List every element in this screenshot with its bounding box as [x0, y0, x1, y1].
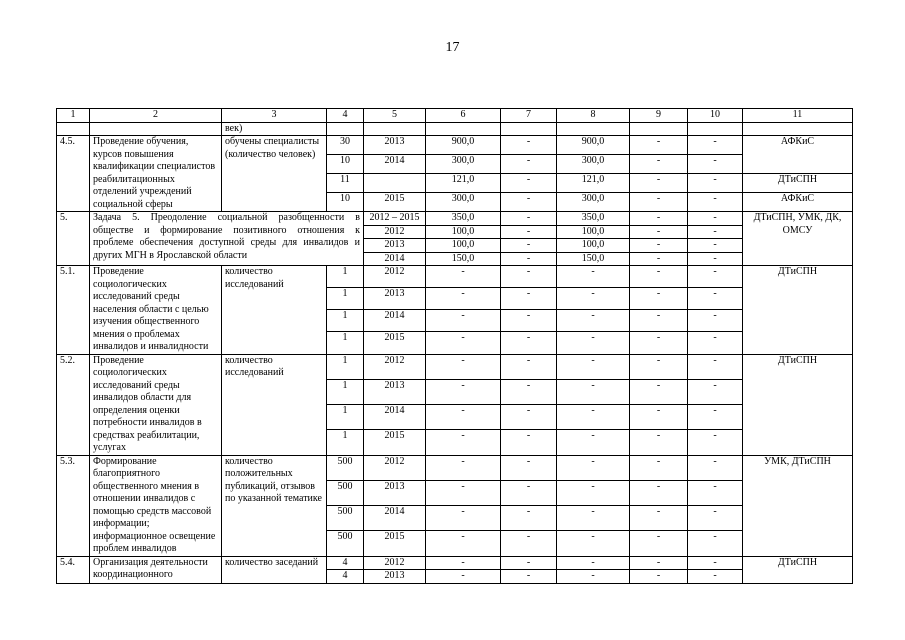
amount-cell: - — [688, 556, 743, 570]
column-header: 3 — [222, 109, 327, 123]
indicator-value: 1 — [327, 310, 364, 332]
amount-cell: - — [630, 212, 688, 226]
amount-cell: - — [501, 239, 557, 253]
indicator-text: количество положительных публикаций, отзывов по указанной тематике — [222, 455, 327, 556]
amount-cell: - — [501, 531, 557, 556]
amount-cell: - — [557, 570, 630, 584]
executor-cell: ДТиСПН — [743, 556, 853, 583]
amount-cell: 100,0 — [426, 239, 501, 253]
amount-cell: - — [630, 405, 688, 430]
amount-cell: - — [688, 531, 743, 556]
amount-cell: - — [501, 212, 557, 226]
amount-cell: - — [501, 252, 557, 266]
table-row — [57, 556, 853, 570]
amount-cell: - — [688, 332, 743, 354]
indicator-value: 1 — [327, 354, 364, 379]
amount-cell: - — [426, 288, 501, 310]
row-number: 5.1. — [57, 266, 90, 355]
amount-cell: - — [688, 239, 743, 253]
activity-text: Проведение обучения, курсов повышения квалификации специалистов реабилитационных отделений учреждений социальной сферы — [90, 136, 222, 212]
activity-text: Организация деятельности координационного — [90, 556, 222, 583]
amount-cell: - — [501, 455, 557, 480]
amount-cell: - — [501, 570, 557, 584]
amount-cell: - — [630, 225, 688, 239]
amount-cell: - — [688, 506, 743, 531]
program-table — [56, 108, 853, 584]
amount-cell: - — [501, 354, 557, 379]
amount-cell: - — [630, 570, 688, 584]
amount-cell: - — [557, 405, 630, 430]
amount-cell: 300,0 — [557, 193, 630, 212]
amount-cell: - — [426, 354, 501, 379]
year-cell — [364, 174, 426, 193]
amount-cell: - — [557, 506, 630, 531]
amount-cell: - — [501, 155, 557, 174]
amount-cell: - — [688, 193, 743, 212]
amount-cell: - — [688, 430, 743, 455]
amount-cell: 300,0 — [557, 155, 630, 174]
amount-cell: - — [501, 556, 557, 570]
table-row — [57, 266, 853, 288]
year-cell: 2012 — [364, 354, 426, 379]
amount-cell: - — [426, 506, 501, 531]
indicator-value: 4 — [327, 570, 364, 584]
amount-cell: - — [426, 570, 501, 584]
amount-cell: 121,0 — [426, 174, 501, 193]
amount-cell: 350,0 — [557, 212, 630, 226]
amount-cell: - — [688, 174, 743, 193]
amount-cell: 150,0 — [426, 252, 501, 266]
column-header: 5 — [364, 109, 426, 123]
indicator-value: 1 — [327, 379, 364, 404]
amount-cell: - — [501, 310, 557, 332]
amount-cell: 300,0 — [426, 193, 501, 212]
amount-cell: 300,0 — [426, 155, 501, 174]
amount-cell: - — [688, 155, 743, 174]
amount-cell: - — [557, 288, 630, 310]
amount-cell: - — [557, 430, 630, 455]
amount-cell: - — [501, 174, 557, 193]
indicator-value: 4 — [327, 556, 364, 570]
year-cell: 2014 — [364, 310, 426, 332]
amount-cell: - — [557, 354, 630, 379]
table-row — [57, 455, 853, 480]
row-number: 4.5. — [57, 136, 90, 212]
amount-cell: - — [501, 266, 557, 288]
amount-cell: - — [630, 506, 688, 531]
year-cell: 2013 — [364, 379, 426, 404]
year-cell: 2014 — [364, 405, 426, 430]
column-header: 8 — [557, 109, 630, 123]
indicator-value: 1 — [327, 266, 364, 288]
year-cell: 2013 — [364, 288, 426, 310]
amount-cell: - — [426, 430, 501, 455]
amount-cell: - — [501, 405, 557, 430]
amount-cell: - — [688, 354, 743, 379]
indicator-value: 500 — [327, 480, 364, 505]
executor-cell: ДТиСПН — [743, 354, 853, 455]
executor-cell: АФКиС — [743, 136, 853, 174]
column-header: 11 — [743, 109, 853, 123]
indicator-value: 30 — [327, 136, 364, 155]
amount-cell: - — [630, 239, 688, 253]
executor-cell: ДТиСПН — [743, 266, 853, 355]
amount-cell: - — [501, 332, 557, 354]
row-number: 5.2. — [57, 354, 90, 455]
amount-cell: 900,0 — [426, 136, 501, 155]
year-cell: 2014 — [364, 155, 426, 174]
indicator-text: количество исследований — [222, 266, 327, 355]
amount-cell: - — [501, 193, 557, 212]
amount-cell: - — [426, 556, 501, 570]
amount-cell: - — [630, 174, 688, 193]
amount-cell: - — [688, 455, 743, 480]
executor-cell: ДТиСПН — [743, 174, 853, 193]
table-row — [57, 212, 853, 226]
amount-cell: 121,0 — [557, 174, 630, 193]
amount-cell: - — [630, 252, 688, 266]
indicator-value: 1 — [327, 288, 364, 310]
amount-cell: 150,0 — [557, 252, 630, 266]
row-number: 5.4. — [57, 556, 90, 583]
column-header: 1 — [57, 109, 90, 123]
column-header: 4 — [327, 109, 364, 123]
activity-text: Формирование благоприятного общественного мнения в отношении инвалидов с помощью средств массовой информации; информационное освещение проблем инвалидов — [90, 455, 222, 556]
indicator-value: 1 — [327, 405, 364, 430]
amount-cell: - — [630, 480, 688, 505]
indicator-value: 11 — [327, 174, 364, 193]
amount-cell: - — [688, 288, 743, 310]
amount-cell: - — [688, 405, 743, 430]
amount-cell: - — [557, 379, 630, 404]
year-cell: 2013 — [364, 570, 426, 584]
activity-text: Проведение социологических исследований среды населения области с целью изучения общественного мнения о проблемах инвалидов и инвалидности — [90, 266, 222, 355]
indicator-value: 500 — [327, 531, 364, 556]
amount-cell: - — [557, 455, 630, 480]
indicator-text: обучены специалисты (количество человек) — [222, 136, 327, 212]
executor-cell: УМК, ДТиСПН — [743, 455, 853, 556]
amount-cell: - — [630, 354, 688, 379]
column-header: 6 — [426, 109, 501, 123]
amount-cell: - — [630, 193, 688, 212]
page-number: 17 — [445, 40, 460, 55]
indicator-text: количество заседаний — [222, 556, 327, 583]
year-cell: 2015 — [364, 430, 426, 455]
amount-cell: - — [426, 455, 501, 480]
amount-cell: - — [426, 405, 501, 430]
year-cell: 2014 — [364, 506, 426, 531]
year-cell: 2012 — [364, 266, 426, 288]
amount-cell: - — [630, 288, 688, 310]
amount-cell: - — [688, 252, 743, 266]
amount-cell: - — [688, 570, 743, 584]
amount-cell: 900,0 — [557, 136, 630, 155]
column-header: 9 — [630, 109, 688, 123]
indicator-text: количество исследований — [222, 354, 327, 455]
continuation-text: век) — [222, 122, 327, 136]
amount-cell: - — [688, 136, 743, 155]
header-row — [57, 109, 853, 123]
amount-cell: - — [630, 430, 688, 455]
indicator-value: 10 — [327, 193, 364, 212]
year-cell: 2015 — [364, 193, 426, 212]
amount-cell: - — [688, 379, 743, 404]
amount-cell: - — [630, 136, 688, 155]
amount-cell: - — [426, 531, 501, 556]
indicator-value: 1 — [327, 430, 364, 455]
amount-cell: - — [688, 310, 743, 332]
amount-cell: - — [688, 480, 743, 505]
amount-cell: - — [630, 266, 688, 288]
amount-cell: - — [501, 225, 557, 239]
executor-cell: АФКиС — [743, 193, 853, 212]
amount-cell: - — [501, 288, 557, 310]
indicator-value: 500 — [327, 506, 364, 531]
executor-cell: ДТиСПН, УМК, ДК, ОМСУ — [743, 212, 853, 266]
amount-cell: - — [688, 266, 743, 288]
continuation-row — [57, 122, 853, 136]
task-text: Задача 5. Преодоление социальной разобщенности в обществе и формирование позитивного отношения к проблеме обеспечения доступной среды для инвалидов и других МГН в Ярославской области — [90, 212, 364, 266]
amount-cell: - — [557, 531, 630, 556]
year-cell: 2015 — [364, 332, 426, 354]
amount-cell: - — [501, 379, 557, 404]
amount-cell: - — [630, 332, 688, 354]
year-cell: 2012 – 2015 — [364, 212, 426, 226]
activity-text: Проведение социологических исследований среды инвалидов области для определения оценки потребности инвалидов в средствах реабилитации, услугах — [90, 354, 222, 455]
amount-cell: - — [501, 480, 557, 505]
column-header: 7 — [501, 109, 557, 123]
amount-cell: - — [688, 212, 743, 226]
column-header: 10 — [688, 109, 743, 123]
amount-cell: - — [630, 379, 688, 404]
amount-cell: - — [688, 225, 743, 239]
year-cell: 2012 — [364, 225, 426, 239]
year-cell: 2014 — [364, 252, 426, 266]
amount-cell: - — [426, 480, 501, 505]
amount-cell: - — [630, 310, 688, 332]
amount-cell: - — [557, 556, 630, 570]
row-number: 5.3. — [57, 455, 90, 556]
amount-cell: - — [557, 332, 630, 354]
amount-cell: - — [426, 310, 501, 332]
amount-cell: 100,0 — [557, 239, 630, 253]
year-cell: 2015 — [364, 531, 426, 556]
amount-cell: - — [426, 266, 501, 288]
indicator-value: 1 — [327, 332, 364, 354]
amount-cell: 100,0 — [557, 225, 630, 239]
amount-cell: - — [557, 310, 630, 332]
amount-cell: - — [557, 480, 630, 505]
amount-cell: - — [426, 379, 501, 404]
year-cell: 2013 — [364, 480, 426, 505]
amount-cell: - — [501, 506, 557, 531]
column-header: 2 — [90, 109, 222, 123]
indicator-value: 10 — [327, 155, 364, 174]
amount-cell: - — [630, 455, 688, 480]
amount-cell: - — [630, 531, 688, 556]
amount-cell: - — [501, 136, 557, 155]
year-cell: 2013 — [364, 136, 426, 155]
row-number: 5. — [57, 212, 90, 266]
year-cell: 2012 — [364, 455, 426, 480]
amount-cell: 350,0 — [426, 212, 501, 226]
amount-cell: - — [501, 430, 557, 455]
indicator-value: 500 — [327, 455, 364, 480]
table-row — [57, 354, 853, 379]
year-cell: 2012 — [364, 556, 426, 570]
amount-cell: - — [557, 266, 630, 288]
year-cell: 2013 — [364, 239, 426, 253]
amount-cell: - — [630, 155, 688, 174]
amount-cell: 100,0 — [426, 225, 501, 239]
amount-cell: - — [426, 332, 501, 354]
table-row — [57, 136, 853, 155]
amount-cell: - — [630, 556, 688, 570]
